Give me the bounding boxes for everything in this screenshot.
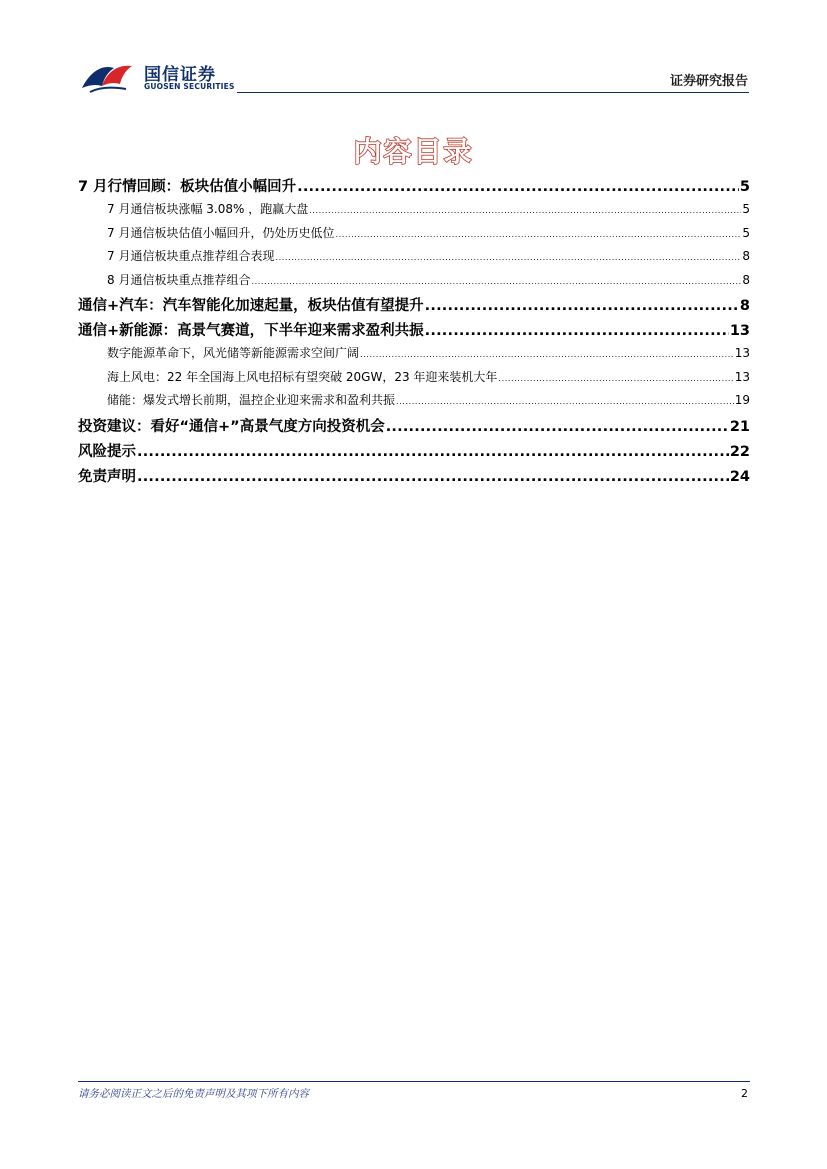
toc-leader-dots [335, 230, 741, 239]
toc-entry-subsection[interactable] [78, 200, 750, 224]
toc-entry-subsection[interactable] [78, 368, 750, 392]
toc-entry-page: 13 [729, 323, 750, 339]
toc-leader-dots [251, 277, 741, 286]
toc-entry-page: 19 [734, 393, 750, 407]
toc-entry-page: 8 [742, 272, 750, 287]
toc-leader-dots [498, 374, 733, 383]
toc-entry-title: 风险提示 [78, 443, 136, 460]
toc-entry-subsection[interactable] [78, 391, 750, 415]
toc-entry-title: 7 月通信板块估值小幅回升，仍处历史低位 [107, 225, 335, 240]
toc-entry-title: 通信+汽车：汽车智能化加速起量，板块估值有望提升 [78, 298, 424, 314]
toc-leader-dots [396, 397, 734, 406]
toc-entry-title: 免责声明 [78, 468, 136, 485]
toc-title: 内容目录 [353, 135, 474, 168]
toc-entry-page: 8 [742, 249, 750, 263]
toc-leader-dots [137, 469, 729, 485]
toc-leader-dots [425, 298, 739, 314]
toc-entry-page: 22 [729, 443, 750, 460]
toc-entry-subsection[interactable] [78, 224, 750, 248]
toc-entry-section[interactable] [78, 175, 750, 200]
toc-entry-subsection[interactable] [78, 247, 750, 271]
toc-entry-title: 7 月通信板块涨幅 3.08% ，跑赢大盘 [107, 202, 309, 216]
logo-chinese-name: 国信证券 [144, 65, 216, 85]
toc-leader-dots [309, 206, 741, 215]
toc-leader-dots [360, 350, 734, 359]
toc-entry-section[interactable] [78, 415, 750, 440]
toc-entry-page: 5 [742, 225, 750, 240]
footer-disclaimer-note: 请务必阅读正文之后的免责声明及其项下所有内容 [78, 1088, 309, 1100]
toc-entry-title: 数字能源革命下，风光储等新能源需求空间广阔 [107, 346, 360, 360]
toc-entry-title: 8 月通信板块重点推荐组合 [107, 272, 251, 287]
toc-leader-dots [275, 253, 741, 262]
logo-english-name: GUOSEN SECURITIES [144, 82, 235, 91]
toc-entry-page: 13 [734, 369, 750, 384]
toc-leader-dots [425, 323, 729, 339]
toc-entry-title: 储能：爆发式增长前期，温控企业迎来需求和盈利共振 [107, 393, 396, 407]
footer-divider [78, 1081, 750, 1082]
page-number: 2 [741, 1087, 748, 1100]
guosen-logo-icon [80, 58, 140, 96]
toc-entry-section[interactable] [78, 465, 750, 490]
toc-entry-page: 13 [734, 346, 750, 360]
toc-entry-page: 8 [739, 298, 750, 314]
toc-entry-subsection[interactable] [78, 344, 750, 368]
toc-leader-dots [386, 419, 729, 435]
toc-entry-title: 投资建议：看好“通信+”高景气度方向投资机会 [78, 418, 385, 435]
toc-entry-subsection[interactable] [78, 271, 750, 295]
toc-entry-section[interactable] [78, 319, 750, 344]
toc-entry-title: 通信+新能源：高景气赛道，下半年迎来需求盈利共振 [78, 323, 424, 339]
toc-entry-title: 7 月行情回顾：板块估值小幅回升 [78, 179, 297, 195]
toc-entry-page: 5 [739, 179, 750, 195]
toc-entry-page: 5 [742, 202, 750, 216]
page-header [0, 0, 827, 100]
toc-entry-title: 海上风电：22 年全国海上风电招标有望突破 20GW，23 年迎来装机大年 [107, 369, 498, 384]
table-of-contents [78, 175, 750, 490]
toc-leader-dots [297, 179, 739, 195]
toc-entry-page: 24 [729, 468, 750, 485]
toc-entry-page: 21 [729, 418, 750, 435]
report-type-label: 证券研究报告 [669, 74, 748, 89]
toc-entry-title: 7 月通信板块重点推荐组合表现 [107, 249, 275, 263]
toc-entry-section[interactable] [78, 440, 750, 465]
toc-entry-section[interactable] [78, 294, 750, 319]
header-divider [237, 92, 749, 93]
toc-leader-dots [137, 444, 729, 460]
